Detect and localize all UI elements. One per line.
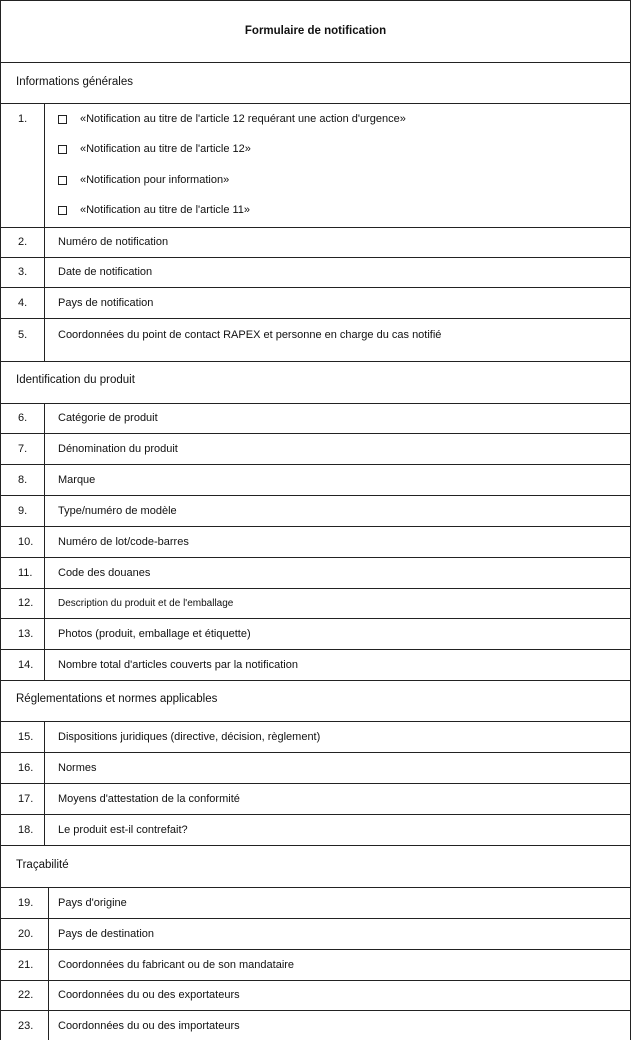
item-number: 1.: [18, 113, 28, 125]
divider: [0, 949, 631, 950]
divider: [0, 227, 631, 228]
row-number: 10.: [18, 536, 34, 548]
row-label: Dispositions juridiques (directive, décision, règlement): [58, 731, 321, 743]
divider: [0, 680, 631, 681]
divider: [0, 464, 631, 465]
option-article12-urgent[interactable]: [58, 113, 406, 125]
row-label: Code des douanes: [58, 567, 151, 579]
row-number: 16.: [18, 762, 34, 774]
row-number: 23.: [18, 1020, 34, 1032]
section-regulations: Réglementations et normes applicables: [16, 693, 218, 705]
option-label: «Notification au titre de l'article 11»: [80, 204, 251, 216]
row-number: 18.: [18, 824, 34, 836]
row-label: Type/numéro de modèle: [58, 505, 177, 517]
divider: [0, 62, 631, 63]
option-label: «Notification pour information»: [80, 174, 230, 186]
row-label: Numéro de lot/code-barres: [58, 536, 189, 548]
column-divider: [44, 403, 45, 680]
divider: [0, 495, 631, 496]
column-divider: [48, 887, 49, 1040]
column-divider: [44, 103, 45, 361]
divider: [0, 887, 631, 888]
divider: [0, 1010, 631, 1011]
row-label: Moyens d'attestation de la conformité: [58, 793, 240, 805]
row-number: 3.: [18, 266, 28, 278]
checkbox-icon[interactable]: [58, 145, 67, 154]
divider: [0, 287, 631, 288]
divider: [0, 814, 631, 815]
row-label: Nombre total d'articles couverts par la notification: [58, 659, 298, 671]
divider: [0, 783, 631, 784]
row-label: Numéro de notification: [58, 236, 169, 248]
row-number: 13.: [18, 628, 34, 640]
option-label: «Notification au titre de l'article 12»: [80, 143, 251, 155]
divider: [0, 257, 631, 258]
option-information[interactable]: [58, 174, 229, 186]
divider: [0, 588, 631, 589]
option-article11[interactable]: [58, 204, 250, 216]
form-title: Formulaire de notification: [244, 25, 387, 37]
row-number: 19.: [18, 897, 34, 909]
option-article12[interactable]: [58, 143, 251, 155]
row-label: Pays d'origine: [58, 897, 127, 909]
row-label: Pays de notification: [58, 297, 154, 309]
divider: [0, 618, 631, 619]
option-label: «Notification au titre de l'article 12 requérant une action d'urgence»: [80, 113, 406, 125]
row-label: Marque: [58, 474, 96, 486]
row-number: 6.: [18, 412, 28, 424]
divider: [0, 318, 631, 319]
row-number: 9.: [18, 505, 28, 517]
row-number: 5.: [18, 329, 28, 341]
row-label: Coordonnées du ou des importateurs: [58, 1020, 240, 1032]
row-label: Coordonnées du ou des exportateurs: [58, 989, 240, 1001]
row-number: 12.: [18, 597, 34, 609]
row-number: 14.: [18, 659, 34, 671]
divider: [0, 845, 631, 846]
divider: [0, 361, 631, 362]
row-label: Coordonnées du point de contact RAPEX et personne en charge du cas notifié: [58, 329, 442, 341]
row-label: Coordonnées du fabricant ou de son mandataire: [58, 959, 295, 971]
divider: [0, 918, 631, 919]
row-label: Date de notification: [58, 266, 153, 278]
divider: [0, 433, 631, 434]
section-general: Informations générales: [16, 76, 133, 88]
row-number: 20.: [18, 928, 34, 940]
checkbox-icon[interactable]: [58, 115, 67, 124]
row-number: 11.: [18, 567, 33, 579]
row-number: 15.: [18, 731, 34, 743]
divider: [0, 721, 631, 722]
row-label: Dénomination du produit: [58, 443, 178, 455]
row-label: Pays de destination: [58, 928, 155, 940]
row-number: 4.: [18, 297, 28, 309]
row-label: Le produit est-il contrefait?: [58, 824, 188, 836]
row-number: 8.: [18, 474, 28, 486]
checkbox-icon[interactable]: [58, 206, 67, 215]
divider: [0, 403, 631, 404]
row-label: Description du produit et de l'emballage: [58, 598, 234, 609]
divider: [0, 526, 631, 527]
row-number: 22.: [18, 989, 34, 1001]
row-label: Photos (produit, emballage et étiquette): [58, 628, 251, 640]
divider: [0, 752, 631, 753]
section-product: Identification du produit: [16, 374, 135, 386]
checkbox-icon[interactable]: [58, 176, 67, 185]
divider: [0, 103, 631, 104]
divider: [0, 980, 631, 981]
row-number: 7.: [18, 443, 28, 455]
divider: [0, 649, 631, 650]
column-divider: [44, 721, 45, 845]
row-label: Catégorie de produit: [58, 412, 158, 424]
row-number: 21.: [18, 959, 34, 971]
divider: [0, 557, 631, 558]
row-number: 2.: [18, 236, 28, 248]
row-number: 17.: [18, 793, 34, 805]
row-label: Normes: [58, 762, 97, 774]
section-traceability: Traçabilité: [16, 859, 69, 871]
